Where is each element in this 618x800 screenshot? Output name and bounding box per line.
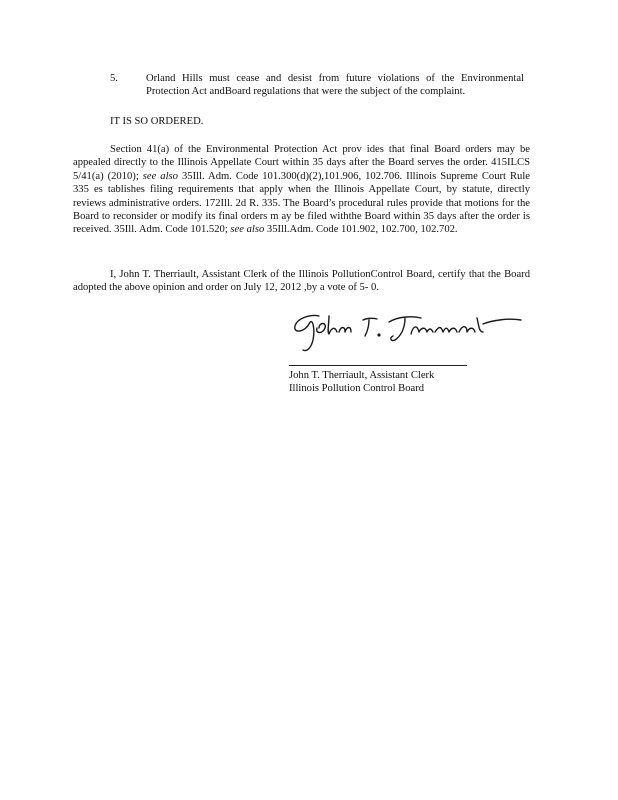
certification-text: I, John T. Therriault, Assistant Clerk of the Illinois PollutionControl Board, certify that the Board adopted the above opinion and order on July 12, 2012 ,by a vote of 5- 0. [73, 269, 530, 294]
signature-line [289, 365, 467, 366]
handwritten-signature [289, 306, 529, 356]
signer-block [289, 369, 509, 396]
signer-organization: Illinois Pollution Control Board [289, 383, 425, 395]
appeal-text-2: 35Ill. Adm. Code 101.300(d)(2),101.906, 102.706. Illinois Supreme Court Rule 335 es tablishes filing requirements that apply when the Illinois Appellate Court, by statute, directly reviews administrative orders. 172Ill. 2d R. 335. The Board’s procedural rules provide that motions for the Board to reconsider or modify its final orders m ay be filed withthe Board within 35 days after the order is received. 35Ill. Adm. Code 101.520; [73, 170, 530, 236]
certification-paragraph [73, 268, 530, 295]
signer-name-title: John T. Therriault, Assistant Clerk [289, 370, 435, 381]
appeal-text-1: Section 41(a) of the Environmental Protection Act prov ides that final Board orders may be appealed directly to the Illinois Appellate Court within 35 days after the Board serves the order. 415ILCS 5/41(a) (2010); [73, 144, 530, 182]
so-ordered-line: IT IS SO ORDERED. [110, 116, 204, 127]
signature-icon [289, 306, 529, 356]
item-number: 5. [110, 73, 118, 84]
item-text: Orland Hills must cease and desist from future violations of the Environmental Protection Act andBoard regulations that were the subject of the complaint. [146, 73, 524, 98]
appeal-text-3: 35Ill.Adm. Code 101.902, 102.700, 102.702. [264, 224, 458, 236]
appeal-paragraph [73, 143, 530, 237]
see-also-italic-1: see also [142, 170, 178, 182]
see-also-italic-2: see also [230, 224, 265, 236]
